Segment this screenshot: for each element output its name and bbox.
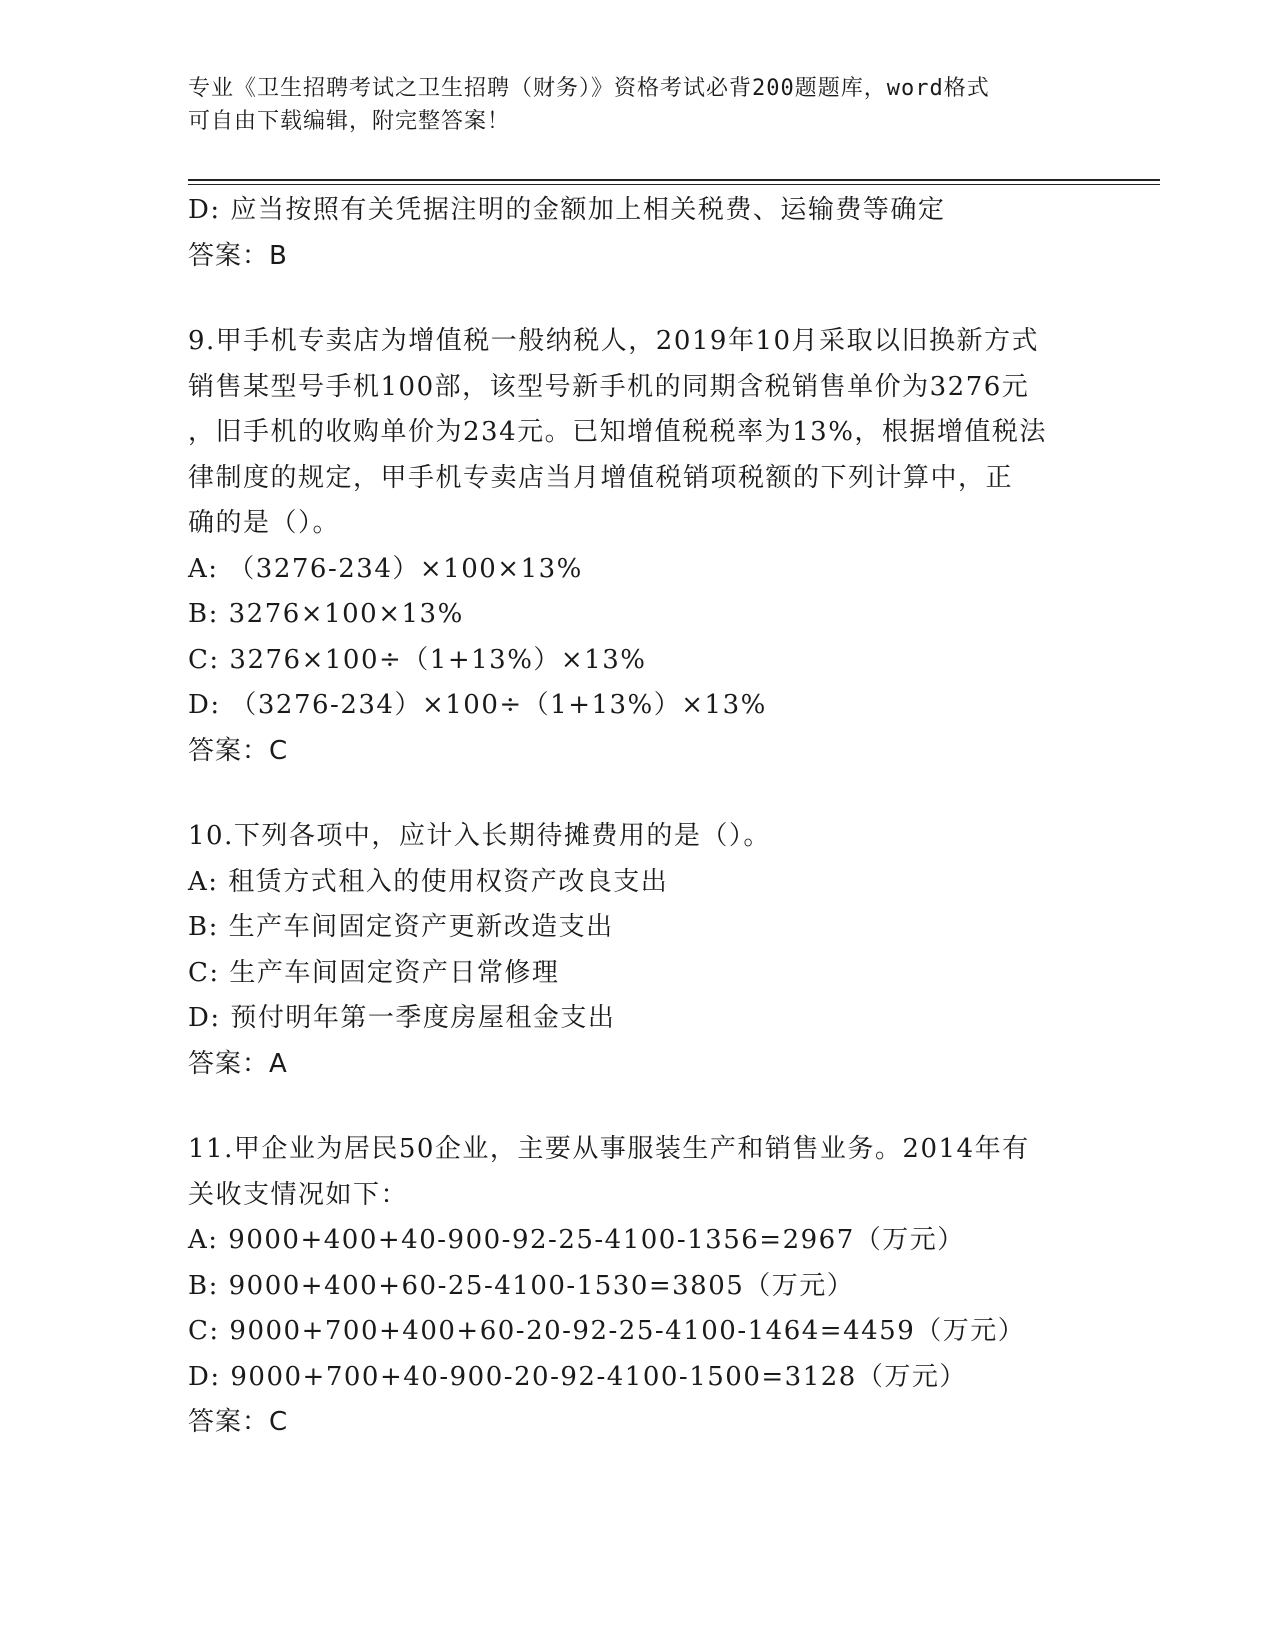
header-line-2: 可自由下载编辑，附完整答案！ bbox=[188, 109, 511, 134]
header-line-1: 专业《卫生招聘考试之卫生招聘（财务）》资格考试必背200题题库，word格式 bbox=[188, 76, 990, 101]
question-stem-line: 11.甲企业为居民50企业，主要从事服装生产和销售业务。2014年有 bbox=[188, 1134, 1030, 1164]
question-stem-line: 关收支情况如下： bbox=[188, 1179, 409, 1210]
option-c: C: 9000+700+400+60-20-92-25-4100-1464=4459（万元） bbox=[188, 1316, 1026, 1346]
answer: 答案：B bbox=[188, 240, 288, 271]
option-a: A: （3276-234）×100×13% bbox=[188, 553, 583, 584]
option-d: D: 9000+700+40-900-20-92-4100-1500=3128（万元） bbox=[188, 1361, 967, 1392]
question-stem-line: 销售某型号手机100部，该型号新手机的同期含税销售单价为3276元 bbox=[188, 371, 1030, 402]
question-spacer bbox=[188, 1087, 1088, 1127]
question-10 bbox=[188, 814, 1088, 1087]
question-stem-line: 律制度的规定，甲手机专卖店当月增值税销项税额的下列计算中，正 bbox=[188, 462, 1014, 493]
page-header bbox=[188, 72, 1068, 138]
option-d: D: （3276-234）×100÷（1+13%）×13% bbox=[188, 690, 767, 720]
question-9 bbox=[188, 319, 1088, 774]
question-stem-line: 9.甲手机专卖店为增值税一般纳税人，2019年10月采取以旧换新方式 bbox=[188, 326, 1040, 356]
header-rule-thick bbox=[188, 179, 1160, 181]
document-body bbox=[188, 188, 1088, 1446]
question-11 bbox=[188, 1127, 1088, 1446]
option-b: B: 3276×100×13% bbox=[188, 599, 464, 629]
option-c: C: 生产车间固定资产日常修理 bbox=[188, 957, 560, 988]
question-stem-line: 10.下列各项中，应计入长期待摊费用的是（）。 bbox=[188, 821, 771, 851]
answer: 答案：A bbox=[188, 1048, 288, 1079]
option-a: A: 租赁方式租入的使用权资产改良支出 bbox=[188, 866, 669, 897]
answer: 答案：C bbox=[188, 735, 289, 766]
option-b: B: 9000+400+60-25-4100-1530=3805（万元） bbox=[188, 1270, 855, 1301]
option-d: D: 应当按照有关凭据注明的金额加上相关税费、运输费等确定 bbox=[188, 195, 946, 225]
option-b: B: 生产车间固定资产更新改造支出 bbox=[188, 912, 614, 942]
prev-question bbox=[188, 188, 1088, 279]
option-d: D: 预付明年第一季度房屋租金支出 bbox=[188, 1003, 616, 1033]
question-spacer bbox=[188, 774, 1088, 814]
answer: 答案：C bbox=[188, 1407, 289, 1437]
option-a: A: 9000+400+40-900-92-25-4100-1356=2967（万元） bbox=[188, 1225, 965, 1255]
option-c: C: 3276×100÷（1+13%）×13% bbox=[188, 644, 647, 675]
header-rule-thin bbox=[188, 184, 1160, 185]
question-stem-line: 确的是（）。 bbox=[188, 508, 341, 538]
question-spacer bbox=[188, 279, 1088, 319]
question-stem-line: ，旧手机的收购单价为234元。已知增值税税率为13%，根据增值税法 bbox=[188, 417, 1047, 447]
